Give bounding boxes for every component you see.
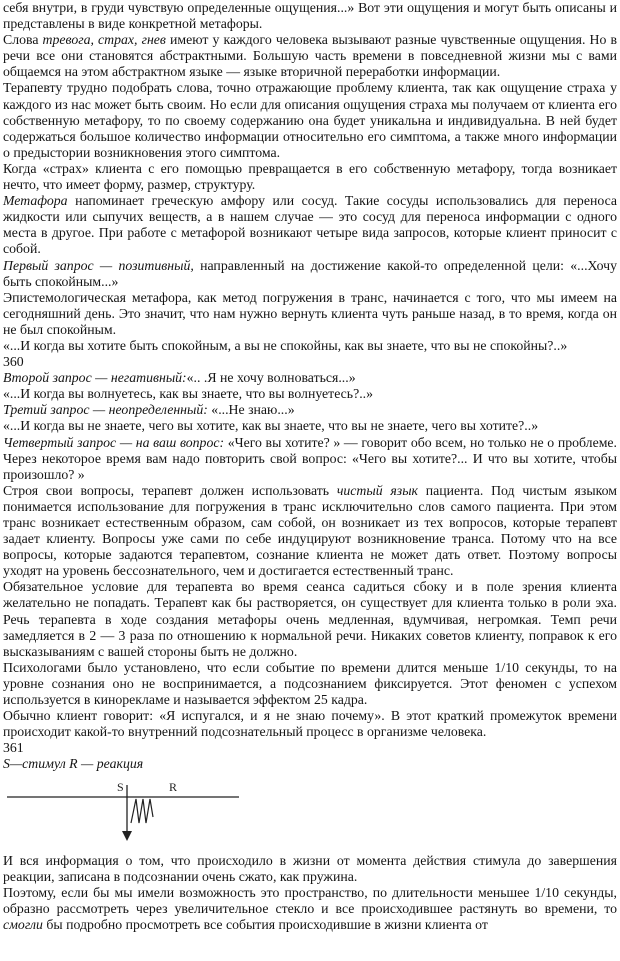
text-span: Строя свои вопросы, терапевт должен использовать: [3, 482, 337, 498]
paragraph: «...И когда вы волнуетесь, как вы знаете, что вы волнуетесь?..»: [3, 386, 373, 402]
paragraph: себя внутри, в груди чувствую определенные ощущения...» Вот эти ощущения и могут быть описаны и представлены в виде конкретной метафоры.: [3, 0, 617, 32]
figure-caption: [3, 756, 617, 772]
page-number: 360: [3, 354, 24, 370]
italic-term: Второй запрос — негативный:: [3, 370, 187, 386]
stimulus-arrow-head: [122, 831, 132, 841]
text-span: «.. .Я не хочу волноваться...»: [186, 370, 356, 386]
text-span: имеют у каждого человека вызывают разные чувственные ощущения. Но в речи все они становятся абстрактными. Большую часть времени в повседневной жизни мы с вами общаемся на этом абстрактном языке — языке вторичной переработки информации.: [3, 32, 617, 80]
paragraph: [3, 193, 617, 257]
paragraph: [3, 258, 617, 290]
paragraph: Психологами было установлено, что если событие по времени длится меньше 1/10 секунды, то на уровне сознания оно не воспринимается, а подсознанием фиксируется. Этот феномен с успехом используется в кинорекламе и называется эффектом 25 кадра.: [3, 659, 617, 708]
paragraph: Обычно клиент говорит: «Я испугался, и я не знаю почему». В этот краткий промежуток времени происходит какой-то внутренний подсознательный процесс в организме человека.: [3, 708, 617, 740]
paragraph: [3, 435, 617, 483]
paragraph: «...И когда вы не знаете, чего вы хотите, как вы знаете, что вы не знаете, чего вы хотите?..»: [3, 418, 539, 434]
caption-text: S—стимул R — реакция: [3, 756, 144, 772]
paragraph: [3, 32, 617, 80]
text-span: напоминает греческую амфору или сосуд. Такие сосуды использовались для переноса жидкости или сыпучих веществ, а в нашем случае — это сосуд для переноса информации с одного места в другое. При работе с метафорой возникают четыре вида запросов, которые клиент приносит с собой.: [3, 193, 617, 257]
paragraph: Эпистемологическая метафора, как метод погружения в транс, начинается с того, что мы имеем на сегодняшний день. Это значит, что нам нужно вернуть клиента чуть раньше назад, в то время, когда он не был спокойным.: [3, 289, 617, 337]
stimulus-label: S: [117, 779, 124, 794]
text-span: пациента. Под чистым языком понимается использование для погружения в транс исключительно слов самого пациента. При этом транс возникает естественным образом, сам собой, он возникает из тех вопросов, которые терапевт задает клиенту. Вопросы уже сами по себе индуцируют возникновение транса. Потому что на все вопросы, которые задаются терапевтом, сознание клиента не может дать ответ. Поэтому вопросы уходят на уровень бессознательного, чем и достигается естественный транс.: [3, 482, 617, 579]
italic-term: чистый язык: [336, 482, 418, 498]
paragraph: Терапевту трудно подобрать слова, точно отражающие проблему клиента, так как ощущение страха у каждого из нас может быть своим. Но если для описания ощущения страха мы получаем от клиента его собственную метафору, то по своему содержанию она будет уникальна и индивидуальна. В ней будет содержаться большое количество информации относительно его симптома, а также много информации о предыстории возникновения этого симптома.: [3, 80, 617, 160]
response-label: R: [169, 779, 178, 794]
paragraph: [3, 370, 617, 386]
italic-term: смогли: [3, 916, 43, 932]
text-span: Поэтому, если бы мы имели возможность это пространство, по длительности меньшее 1/10 секунды, образно рассмотреть через увеличительное стекло и все происходившее растянуть во времени, то: [3, 884, 617, 916]
text-span: «...Не знаю...»: [207, 402, 295, 418]
stimulus-response-diagram: [3, 777, 243, 847]
italic-term: Четвертый запрос — на ваш вопрос:: [3, 434, 225, 450]
text-span: направленный на достижение какой-то определенной цели: «...Хочу быть спокойным...»: [3, 257, 618, 289]
paragraph: [3, 483, 617, 580]
page-number: 361: [3, 740, 24, 756]
text-span: «Чего вы хотите? » — говорит обо всем, но только не о проблеме. Через некоторое время вам надо повторить свой вопрос: «Чего вы хотите?... И что вы хотите, чтобы произошло? »: [3, 434, 617, 482]
paragraph: [3, 402, 617, 418]
text-span: бы подробно просмотреть все события происходившие в жизни клиента от: [42, 916, 488, 932]
italic-term: Метафора: [3, 193, 68, 209]
spring-zigzag: [131, 799, 153, 823]
paragraph: И вся информация о том, что происходило в жизни от момента действия стимула до завершения реакции, записана в подсознании очень сжато, как пружина.: [3, 852, 617, 884]
paragraph: [3, 885, 617, 933]
paragraph: Обязательное условие для терапевта во время сеанса садиться сбоку и в поле зрения клиента желательно не попадать. Терапевт как бы растворяется, он существует для клиента только в роли эха. Речь терапевта в ходе создания метафоры очень медленная, вдумчивая, негромкая. Темп речи замедляется в 2 — 3 раза по отношению к нормальной речи. Никаких советов клиенту, поправок к его высказываниям с вашей стороны быть не должно.: [3, 579, 617, 659]
text-span: Слова: [3, 32, 43, 48]
paragraph: «...И когда вы хотите быть спокойным, а вы не спокойны, как вы знаете, что вы не спокойны?..»: [3, 337, 568, 353]
italic-term: Первый запрос — позитивный,: [3, 257, 194, 273]
paragraph: Когда «страх» клиента с его помощью превращается в его собственную метафору, тогда возникает нечто, что имеет форму, размер, структуру.: [3, 160, 617, 193]
italic-term: Третий запрос — неопределенный:: [3, 402, 208, 418]
italic-term: тревога, страх, гнев: [42, 32, 166, 48]
